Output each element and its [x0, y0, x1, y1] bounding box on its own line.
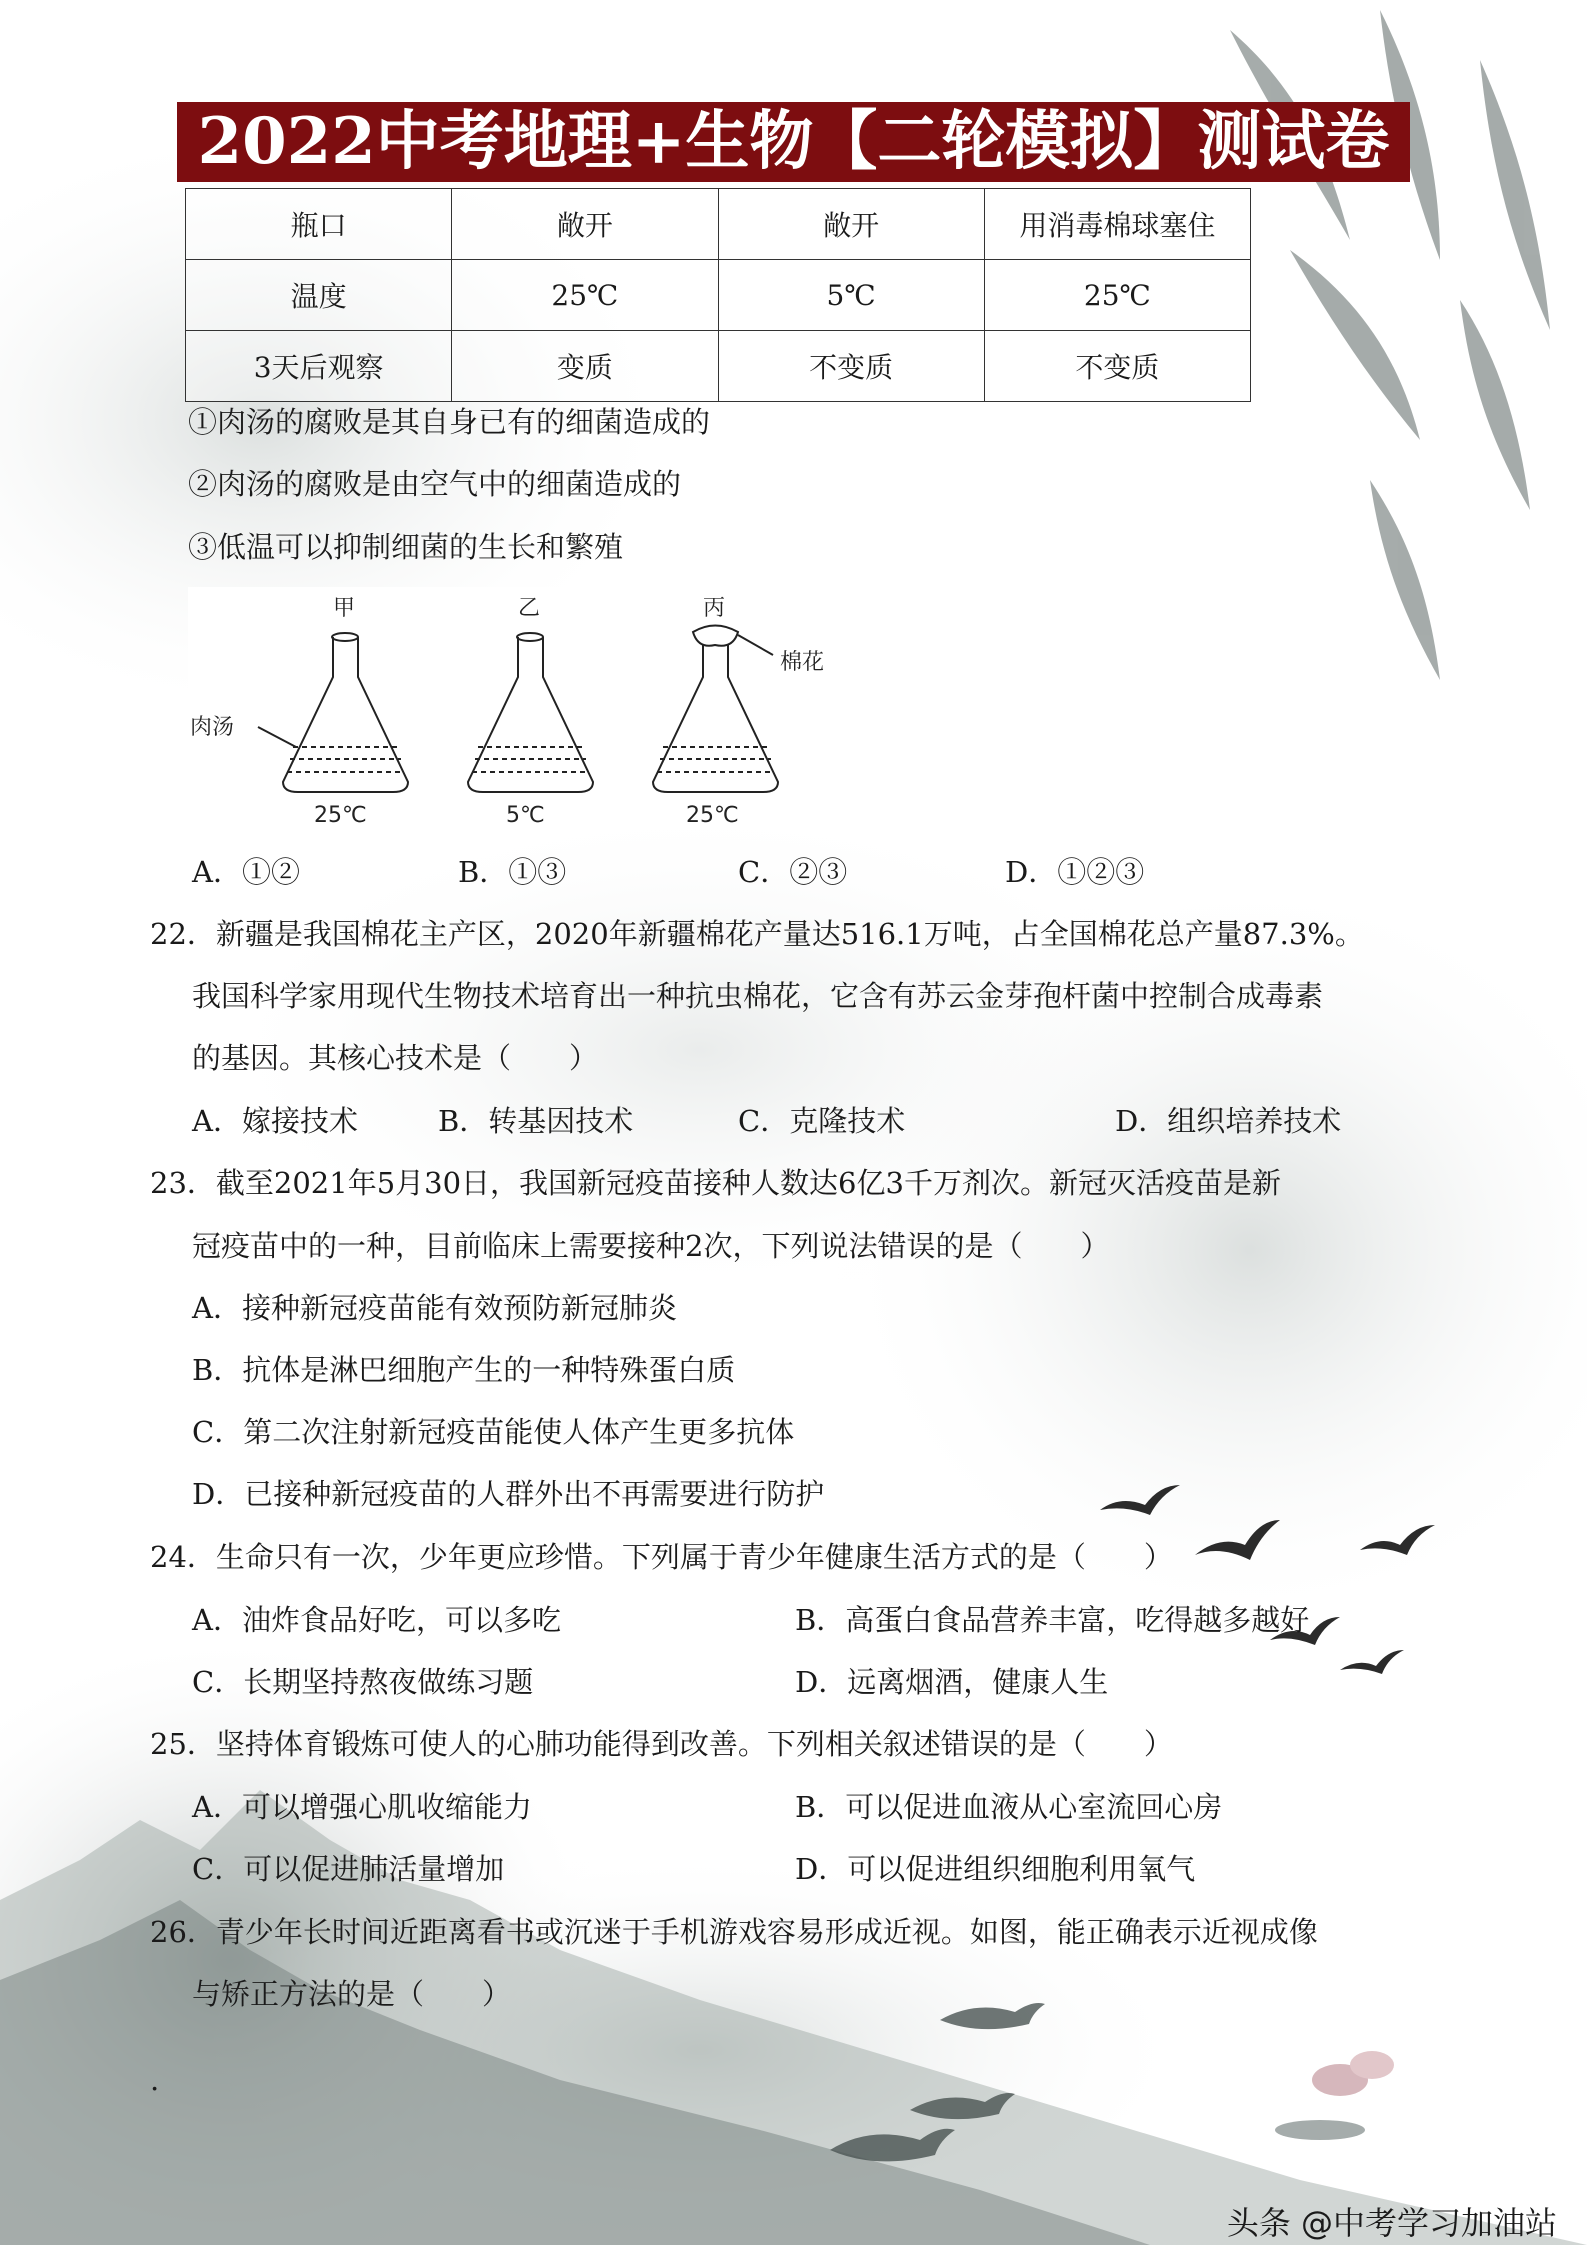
flask-a [283, 637, 408, 792]
q23-option-c: C．第二次注射新冠疫苗能使人体产生更多抗体 [192, 1415, 795, 1449]
broth-pointer [258, 727, 296, 747]
statement-2: ②肉汤的腐败是由空气中的细菌造成的 [188, 467, 682, 501]
temp-label-c: 25℃ [686, 803, 739, 828]
q24-option-d: D．远离烟酒，健康人生 [795, 1665, 1109, 1699]
q22-option-d: D．组织培养技术 [1115, 1104, 1342, 1138]
flask-a-mouth [332, 633, 358, 641]
q22-option-a: A．嫁接技术 [192, 1104, 358, 1138]
cotton-plug [693, 626, 738, 646]
q22-line-1: 22．新疆是我国棉花主产区，2020年新疆棉花产量达516.1万吨，占全国棉花总产量87.3%。 [150, 917, 1364, 951]
q24-line: 24．生命只有一次，少年更应珍惜。下列属于青少年健康生活方式的是（ ） [150, 1540, 1173, 1574]
statement-3: ③低温可以抑制细菌的生长和繁殖 [188, 530, 624, 564]
flask-diagram [188, 587, 844, 828]
table-cell: 变质 [452, 331, 718, 402]
statement-1: ①肉汤的腐败是其自身已有的细菌造成的 [188, 405, 711, 439]
table-cell: 不变质 [718, 331, 984, 402]
q21-option-d: D．①②③ [1005, 855, 1145, 889]
q26-line-2: 与矫正方法的是（ ） [192, 1977, 512, 2011]
temp-label-a: 25℃ [314, 803, 367, 828]
q22-line-3: 的基因。其核心技术是（ ） [192, 1041, 599, 1075]
table-cell: 不变质 [984, 331, 1250, 402]
stray-dot: . [150, 2063, 160, 2097]
flask-label-c: 丙 [703, 596, 726, 621]
q23-line-1: 23．截至2021年5月30日，我国新冠疫苗接种人数达6亿3千万剂次。新冠灭活疫苗是新 [150, 1166, 1281, 1200]
q26-line-1: 26．青少年长时间近距离看书或沉迷于手机游戏容易形成近视。如图，能正确表示近视成像 [150, 1915, 1318, 1949]
cotton-label: 棉花 [780, 650, 825, 675]
flask-c [653, 642, 778, 792]
q23-option-d: D．已接种新冠疫苗的人群外出不再需要进行防护 [192, 1477, 825, 1511]
q25-option-d: D．可以促进组织细胞利用氧气 [795, 1852, 1196, 1886]
q25-option-b: B．可以促进血液从心室流回心房 [795, 1790, 1223, 1824]
q25-option-a: A．可以增强心肌收缩能力 [192, 1790, 532, 1824]
table-cell: 温度 [186, 260, 452, 331]
q24-option-b: B．高蛋白食品营养丰富，吃得越多越好 [795, 1603, 1310, 1637]
table-row [186, 189, 1251, 260]
q24-option-c: C．长期坚持熬夜做练习题 [192, 1665, 534, 1699]
flask-label-b: 乙 [518, 596, 541, 621]
table-cell: 瓶口 [186, 189, 452, 260]
q23-line-2: 冠疫苗中的一种，目前临床上需要接种2次，下列说法错误的是（ ） [192, 1229, 1110, 1263]
flask-b [468, 637, 593, 792]
temp-label-b: 5℃ [506, 803, 545, 828]
table-cell: 5℃ [718, 260, 984, 331]
q21-option-a: A．①② [192, 855, 300, 889]
table-cell: 25℃ [452, 260, 718, 331]
q23-option-a: A．接种新冠疫苗能有效预防新冠肺炎 [192, 1291, 677, 1325]
q22-option-b: B．转基因技术 [438, 1104, 634, 1138]
table-cell: 3天后观察 [186, 331, 452, 402]
watermark-text: 头条 @中考学习加油站 [1226, 2204, 1557, 2242]
table-row [186, 260, 1251, 331]
q23-option-b: B．抗体是淋巴细胞产生的一种特殊蛋白质 [192, 1353, 736, 1387]
experiment-table [185, 188, 1251, 402]
flask-b-mouth [517, 633, 543, 641]
page-title: 2022中考地理+生物【二轮模拟】测试卷 [177, 102, 1410, 182]
q25-option-c: C．可以促进肺活量增加 [192, 1852, 505, 1886]
broth-label: 肉汤 [190, 715, 235, 740]
flask-label-a: 甲 [333, 596, 356, 621]
table-cell: 敞开 [452, 189, 718, 260]
table-cell: 25℃ [984, 260, 1250, 331]
table-row [186, 331, 1251, 402]
q22-line-2: 我国科学家用现代生物技术培育出一种抗虫棉花，它含有苏云金芽孢杆菌中控制合成毒素 [192, 979, 1324, 1013]
table-cell: 敞开 [718, 189, 984, 260]
cotton-pointer [738, 635, 773, 655]
q24-option-a: A．油炸食品好吃，可以多吃 [192, 1603, 561, 1637]
table-cell: 用消毒棉球塞住 [984, 189, 1250, 260]
flask-figure [188, 587, 844, 828]
q25-line: 25．坚持体育锻炼可使人的心肺功能得到改善。下列相关叙述错误的是（ ） [150, 1727, 1173, 1761]
q21-option-c: C．②③ [738, 855, 848, 889]
q21-option-b: B．①③ [458, 855, 567, 889]
q22-option-c: C．克隆技术 [738, 1104, 906, 1138]
